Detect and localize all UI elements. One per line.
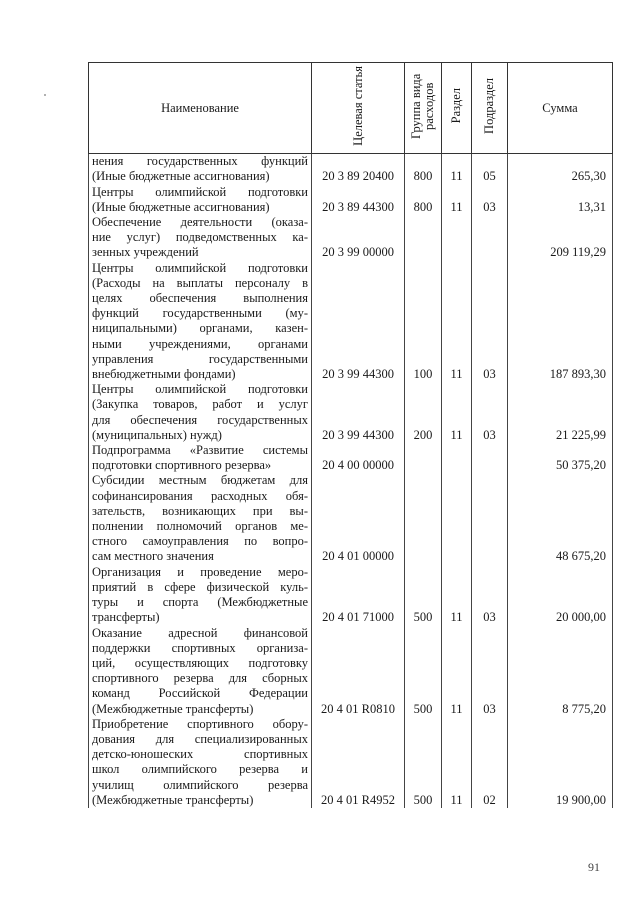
row-name-line: поддержки спортивных организа- <box>92 640 308 655</box>
row-expense-group: 500 <box>405 565 442 626</box>
row-name-line: для обеспечения государственных <box>92 412 308 427</box>
row-target-article: 20 3 99 00000 <box>312 215 405 261</box>
row-target-article: 20 3 99 44300 <box>312 382 405 443</box>
table-row <box>89 626 613 717</box>
row-name-line: Центры олимпийской подготовки <box>92 382 308 397</box>
row-section: 11 <box>442 717 472 808</box>
row-name-line: дования для специализированных <box>92 731 308 746</box>
header-expense-group: Группа вида расходов <box>405 63 442 154</box>
row-section: 11 <box>442 185 472 215</box>
table-row <box>89 261 613 383</box>
row-name-line: (Расходы на выплаты персоналу в <box>92 275 308 290</box>
row-target-article: 20 4 01 R4952 <box>312 717 405 808</box>
row-name-line: нения государственных функций <box>92 154 308 169</box>
row-subsection: 02 <box>472 717 508 808</box>
row-section: 11 <box>442 154 472 185</box>
row-name <box>89 473 312 564</box>
page-number: 91 <box>588 860 600 874</box>
table-row <box>89 382 613 443</box>
row-amount: 13,31 <box>508 185 613 215</box>
row-name-line: Субсидии местным бюджетам для <box>92 473 308 488</box>
row-amount: 19 900,00 <box>508 717 613 808</box>
row-subsection: 05 <box>472 154 508 185</box>
row-subsection: 03 <box>472 565 508 626</box>
header-target-article: Целевая статья <box>312 63 405 154</box>
row-name-line: приятий в сфере физической куль- <box>92 579 308 594</box>
row-name-line: детско-юношеских спортивных <box>92 747 308 762</box>
row-expense-group: 500 <box>405 717 442 808</box>
row-name <box>89 382 312 443</box>
row-name-line: Центры олимпийской подготовки <box>92 260 308 275</box>
table-row <box>89 215 613 261</box>
row-name <box>89 626 312 717</box>
row-expense-group <box>405 443 442 473</box>
row-name-line: софинансирования расходных обя- <box>92 488 308 503</box>
row-name-line: стного самоуправления по вопро- <box>92 534 308 549</box>
table-row <box>89 565 613 626</box>
row-name-line: спортивного резерва для сборных <box>92 671 308 686</box>
table-row <box>89 443 613 473</box>
row-name-line: подготовки спортивного резерва» <box>92 458 272 473</box>
row-name-line: (Закупка товаров, работ и услуг <box>92 397 308 412</box>
row-section: 11 <box>442 261 472 383</box>
row-name-line: управления государственными <box>92 351 308 366</box>
table-row <box>89 717 613 808</box>
row-name-line: ций, осуществляющих подготовку <box>92 655 308 670</box>
row-subsection: 03 <box>472 626 508 717</box>
row-name-line: команд Российской Федерации <box>92 686 308 701</box>
row-amount: 21 225,99 <box>508 382 613 443</box>
table-body <box>89 154 613 808</box>
budget-table <box>88 62 613 808</box>
row-expense-group <box>405 215 442 261</box>
row-name-line: школ олимпийского резерва и <box>92 762 308 777</box>
row-amount: 48 675,20 <box>508 473 613 564</box>
row-section <box>442 473 472 564</box>
row-section: 11 <box>442 565 472 626</box>
table-row <box>89 185 613 215</box>
table-row <box>89 154 613 185</box>
row-name-line: туры и спорта (Межбюджетные <box>92 595 308 610</box>
row-name-line: ние услуг) подведомственных ка- <box>92 230 308 245</box>
row-name-line: Центры олимпийской подготовки <box>92 184 308 199</box>
row-amount: 209 119,29 <box>508 215 613 261</box>
row-subsection: 03 <box>472 382 508 443</box>
row-name-line: Подпрограмма «Развитие системы <box>92 443 308 458</box>
header-amount: Сумма <box>508 63 613 154</box>
row-target-article: 20 4 00 00000 <box>312 443 405 473</box>
row-subsection <box>472 473 508 564</box>
row-name <box>89 154 312 185</box>
row-expense-group: 200 <box>405 382 442 443</box>
row-name-line: Обеспечение деятельности (оказа- <box>92 215 308 230</box>
row-name-line: Оказание адресной финансовой <box>92 625 308 640</box>
row-name-line: училищ олимпийского резерва <box>92 777 308 792</box>
row-name <box>89 565 312 626</box>
row-target-article: 20 3 89 44300 <box>312 185 405 215</box>
row-subsection: 03 <box>472 261 508 383</box>
row-name-line: целях обеспечения выполнения <box>92 291 308 306</box>
row-amount: 265,30 <box>508 154 613 185</box>
row-expense-group <box>405 473 442 564</box>
row-name-line: функций государственными (му- <box>92 306 308 321</box>
row-name-line: зательств, возникающих при вы- <box>92 503 308 518</box>
row-expense-group: 800 <box>405 154 442 185</box>
row-amount: 50 375,20 <box>508 443 613 473</box>
row-name <box>89 215 312 261</box>
row-name-line: (Межбюджетные трансферты) <box>92 792 254 807</box>
row-name <box>89 443 312 473</box>
row-name-line: трансферты) <box>92 610 160 625</box>
row-section <box>442 215 472 261</box>
row-amount: 8 775,20 <box>508 626 613 717</box>
row-section: 11 <box>442 626 472 717</box>
row-expense-group: 800 <box>405 185 442 215</box>
row-name-line: (Иные бюджетные ассигнования) <box>92 169 270 184</box>
table-row <box>89 473 613 564</box>
row-name <box>89 717 312 808</box>
table-header <box>89 63 613 154</box>
row-name <box>89 261 312 383</box>
row-subsection: 03 <box>472 185 508 215</box>
row-name-line: (муниципальных) нужд) <box>92 427 222 442</box>
row-subsection <box>472 443 508 473</box>
row-name-line: ными учреждениями, органами <box>92 336 308 351</box>
row-subsection <box>472 215 508 261</box>
row-name-line: Приобретение спортивного обору- <box>92 716 308 731</box>
row-expense-group: 500 <box>405 626 442 717</box>
row-target-article: 20 3 99 44300 <box>312 261 405 383</box>
header-name: Наименование <box>89 63 312 154</box>
row-target-article: 20 3 89 20400 <box>312 154 405 185</box>
row-name-line: (Иные бюджетные ассигнования) <box>92 199 270 214</box>
row-target-article: 20 4 01 00000 <box>312 473 405 564</box>
header-subsection: Подраздел <box>472 63 508 154</box>
row-name-line: полнении полномочий органов ме- <box>92 519 308 534</box>
row-expense-group: 100 <box>405 261 442 383</box>
row-name-line: внебюджетными фондами) <box>92 367 236 382</box>
scan-speck <box>44 94 46 96</box>
row-name-line: ниципальными) органами, казен- <box>92 321 308 336</box>
row-section: 11 <box>442 382 472 443</box>
header-section: Раздел <box>442 63 472 154</box>
row-target-article: 20 4 01 R0810 <box>312 626 405 717</box>
row-target-article: 20 4 01 71000 <box>312 565 405 626</box>
row-amount: 20 000,00 <box>508 565 613 626</box>
row-section <box>442 443 472 473</box>
row-name-line: сам местного значения <box>92 549 214 564</box>
row-name-line: (Межбюджетные трансферты) <box>92 701 254 716</box>
row-name-line: Организация и проведение меро- <box>92 564 308 579</box>
row-name-line: зенных учреждений <box>92 245 199 260</box>
row-name <box>89 185 312 215</box>
row-amount: 187 893,30 <box>508 261 613 383</box>
